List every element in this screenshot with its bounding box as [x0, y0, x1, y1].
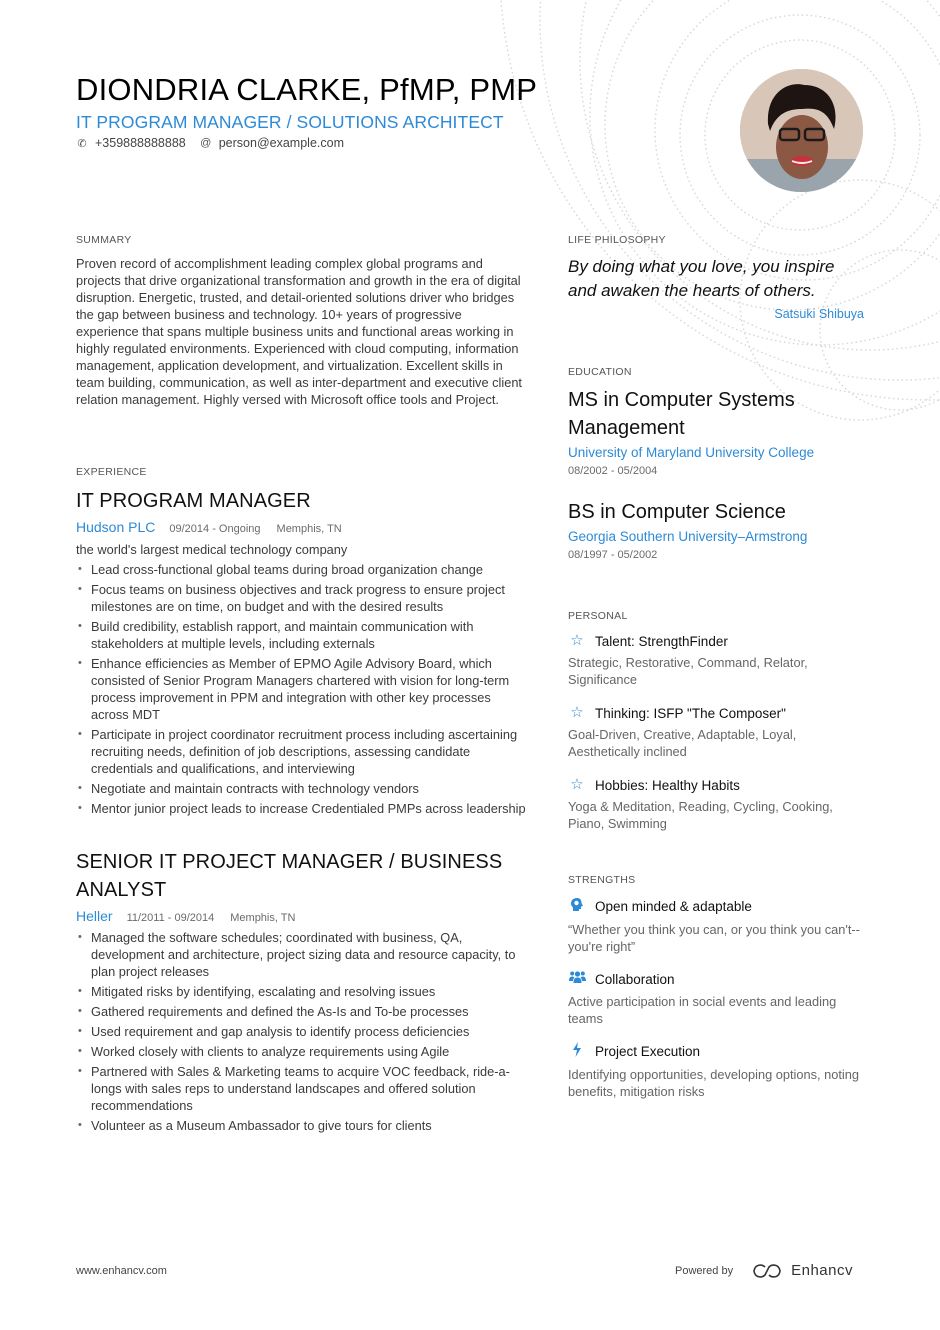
- email-address: person@example.com: [218, 136, 344, 150]
- bullet-item: • Build credibility, establish rapport, and maintain communication with stakeholders at multiple levels, including externals: [76, 618, 526, 652]
- philosophy-block: [568, 255, 864, 321]
- company-name: Heller: [76, 908, 113, 924]
- job-bullets: [76, 561, 526, 817]
- bullet-item: • Worked closely with clients to analyze requirements using Agile: [76, 1043, 526, 1060]
- summary-text: Proven record of accomplishment leading complex global programs and projects that drive organizational transformation and growth in the era of digital disruption. Energetic, trusted, and detail-oriented solutions driver who bridges the gap between business and technology. 10+ years of progressive experience that spans multiple business units and functional areas working in highly regulated environments. Experienced with cloud computing, information management, application development, and virtualization. Excellent skills in team building, communication, as well as inter-department and executive client relation management. Highly versed with Microsoft office tools and Project.: [76, 256, 522, 407]
- job-dates: 11/2011 - 09/2014: [126, 912, 215, 924]
- philosophy-quote: By doing what you love, you inspire and awaken the hearts of others.: [568, 257, 835, 300]
- footer-website[interactable]: www.enhancv.com: [76, 1265, 167, 1277]
- philosophy-label: LIFE PHILOSOPHY: [568, 234, 666, 246]
- personal-label: PERSONAL: [568, 610, 628, 622]
- degree: BS in Computer Science: [568, 501, 786, 523]
- star-icon: ☆: [570, 704, 584, 721]
- education-label: EDUCATION: [568, 366, 632, 378]
- strength-title: Collaboration: [595, 971, 675, 987]
- job-title: SENIOR IT PROJECT MANAGER / BUSINESS ANALYST: [76, 851, 503, 901]
- strength-item: [568, 897, 863, 955]
- job-meta: [76, 519, 526, 535]
- school: University of Maryland University College: [568, 445, 815, 460]
- contact-info: [76, 136, 358, 150]
- education-dates: 08/1997 - 05/2002: [568, 549, 658, 561]
- personal-item: [568, 705, 863, 760]
- phone-number: +359888888888: [95, 136, 186, 150]
- education-item: [568, 498, 868, 561]
- candidate-name: DIONDRIA CLARKE, PfMP, PMP: [76, 72, 538, 107]
- job-entry: [76, 487, 526, 820]
- star-icon: ☆: [570, 776, 584, 793]
- footer-branding: [675, 1262, 853, 1279]
- bullet-item: • Partnered with Sales & Marketing teams to acquire VOC feedback, ride-a-longs with sales reps to understand landscapes and offered solution recommendations: [76, 1063, 526, 1114]
- personal-title: Hobbies: Healthy Habits: [595, 777, 740, 793]
- enhancv-logo-icon: [751, 1263, 783, 1279]
- job-entry: [76, 848, 526, 1137]
- bullet-item: • Managed the software schedules; coordinated with business, QA, development and architecture, project sizing data and resource capacity, to plan project releases: [76, 929, 526, 980]
- users-icon: [568, 970, 586, 988]
- personal-text: Goal-Driven, Creative, Adaptable, Loyal, Aesthetically inclined: [568, 727, 797, 759]
- bullet-item: • Gathered requirements and defined the As-Is and To-be processes: [76, 1003, 526, 1020]
- strength-text: Active participation in social events and leading teams: [568, 994, 837, 1026]
- company-description: the world's largest medical technology company: [76, 542, 348, 557]
- personal-item: [568, 633, 863, 688]
- job-location: Memphis, TN: [276, 523, 342, 535]
- powered-by-label: Powered by: [675, 1264, 734, 1277]
- strength-text: “Whether you think you can, or you think you can't--you're right”: [568, 922, 860, 954]
- bullet-item: • Mentor junior project leads to increase Credentialed PMPs across leadership: [76, 800, 526, 817]
- star-icon: ☆: [570, 632, 584, 649]
- strength-title: Project Execution: [595, 1044, 701, 1059]
- education-dates: 08/2002 - 05/2004: [568, 465, 658, 477]
- personal-title: Thinking: ISFP "The Composer": [595, 705, 786, 721]
- phone-icon: ✆: [77, 137, 87, 150]
- bullet-item: • Mitigated risks by identifying, escalating and resolving issues: [76, 983, 526, 1000]
- job-meta: [76, 908, 526, 924]
- at-icon: @: [200, 137, 212, 149]
- strength-title: Open minded & adaptable: [595, 899, 752, 914]
- head-bulb-icon: [568, 897, 586, 916]
- degree: MS in Computer Systems Management: [568, 389, 795, 439]
- experience-label: EXPERIENCE: [76, 466, 147, 478]
- enhancv-brand-name: Enhancv: [791, 1262, 853, 1279]
- bullet-item: • Focus teams on business objectives and track progress to ensure project milestones are on time, on budget and with the desired results: [76, 581, 526, 615]
- job-bullets: [76, 929, 526, 1134]
- job-title: IT PROGRAM MANAGER: [76, 490, 311, 512]
- bullet-item: • Participate in project coordinator recruitment process including ascertaining recruiting needs, definition of job descriptions, assessing candidate credentials and qualifications, and interviewing: [76, 726, 526, 777]
- job-location: Memphis, TN: [230, 912, 296, 924]
- school: Georgia Southern University–Armstrong: [568, 529, 808, 544]
- personal-item: [568, 777, 863, 832]
- quote-author: Satsuki Shibuya: [774, 307, 864, 321]
- strength-item: [568, 1042, 863, 1100]
- bullet-item: • Used requirement and gap analysis to identify process deficiencies: [76, 1023, 526, 1040]
- strength-text: Identifying opportunities, developing options, noting benefits, mitigation risks: [568, 1067, 859, 1099]
- phone-contact[interactable]: [76, 136, 186, 150]
- enhancv-logo[interactable]: [751, 1262, 853, 1279]
- bullet-item: • Negotiate and maintain contracts with technology vendors: [76, 780, 526, 797]
- education-item: [568, 386, 848, 477]
- bullet-item: • Lead cross-functional global teams during broad organization change: [76, 561, 526, 578]
- strengths-list: [568, 897, 863, 1117]
- summary-label: SUMMARY: [76, 234, 132, 246]
- candidate-title: IT PROGRAM MANAGER / SOLUTIONS ARCHITECT: [76, 112, 504, 132]
- bullet-item: • Volunteer as a Museum Ambassador to give tours for clients: [76, 1117, 526, 1134]
- bullet-item: • Enhance efficiencies as Member of EPMO Agile Advisory Board, which consisted of Senior Program Managers chartered with vision for long-term process improvement in PPM and integration with other key processes across MDT: [76, 655, 526, 723]
- email-contact[interactable]: [200, 136, 344, 150]
- profile-photo: [740, 69, 863, 192]
- personal-title: Talent: StrengthFinder: [595, 633, 728, 649]
- company-name: Hudson PLC: [76, 519, 156, 535]
- personal-text: Strategic, Restorative, Command, Relator, Significance: [568, 655, 808, 687]
- personal-list: [568, 633, 863, 849]
- personal-text: Yoga & Meditation, Reading, Cycling, Cooking, Piano, Swimming: [568, 799, 833, 831]
- job-dates: 09/2014 - Ongoing: [169, 523, 261, 535]
- strength-item: [568, 970, 863, 1027]
- bolt-icon: [568, 1042, 586, 1061]
- strengths-label: STRENGTHS: [568, 874, 636, 886]
